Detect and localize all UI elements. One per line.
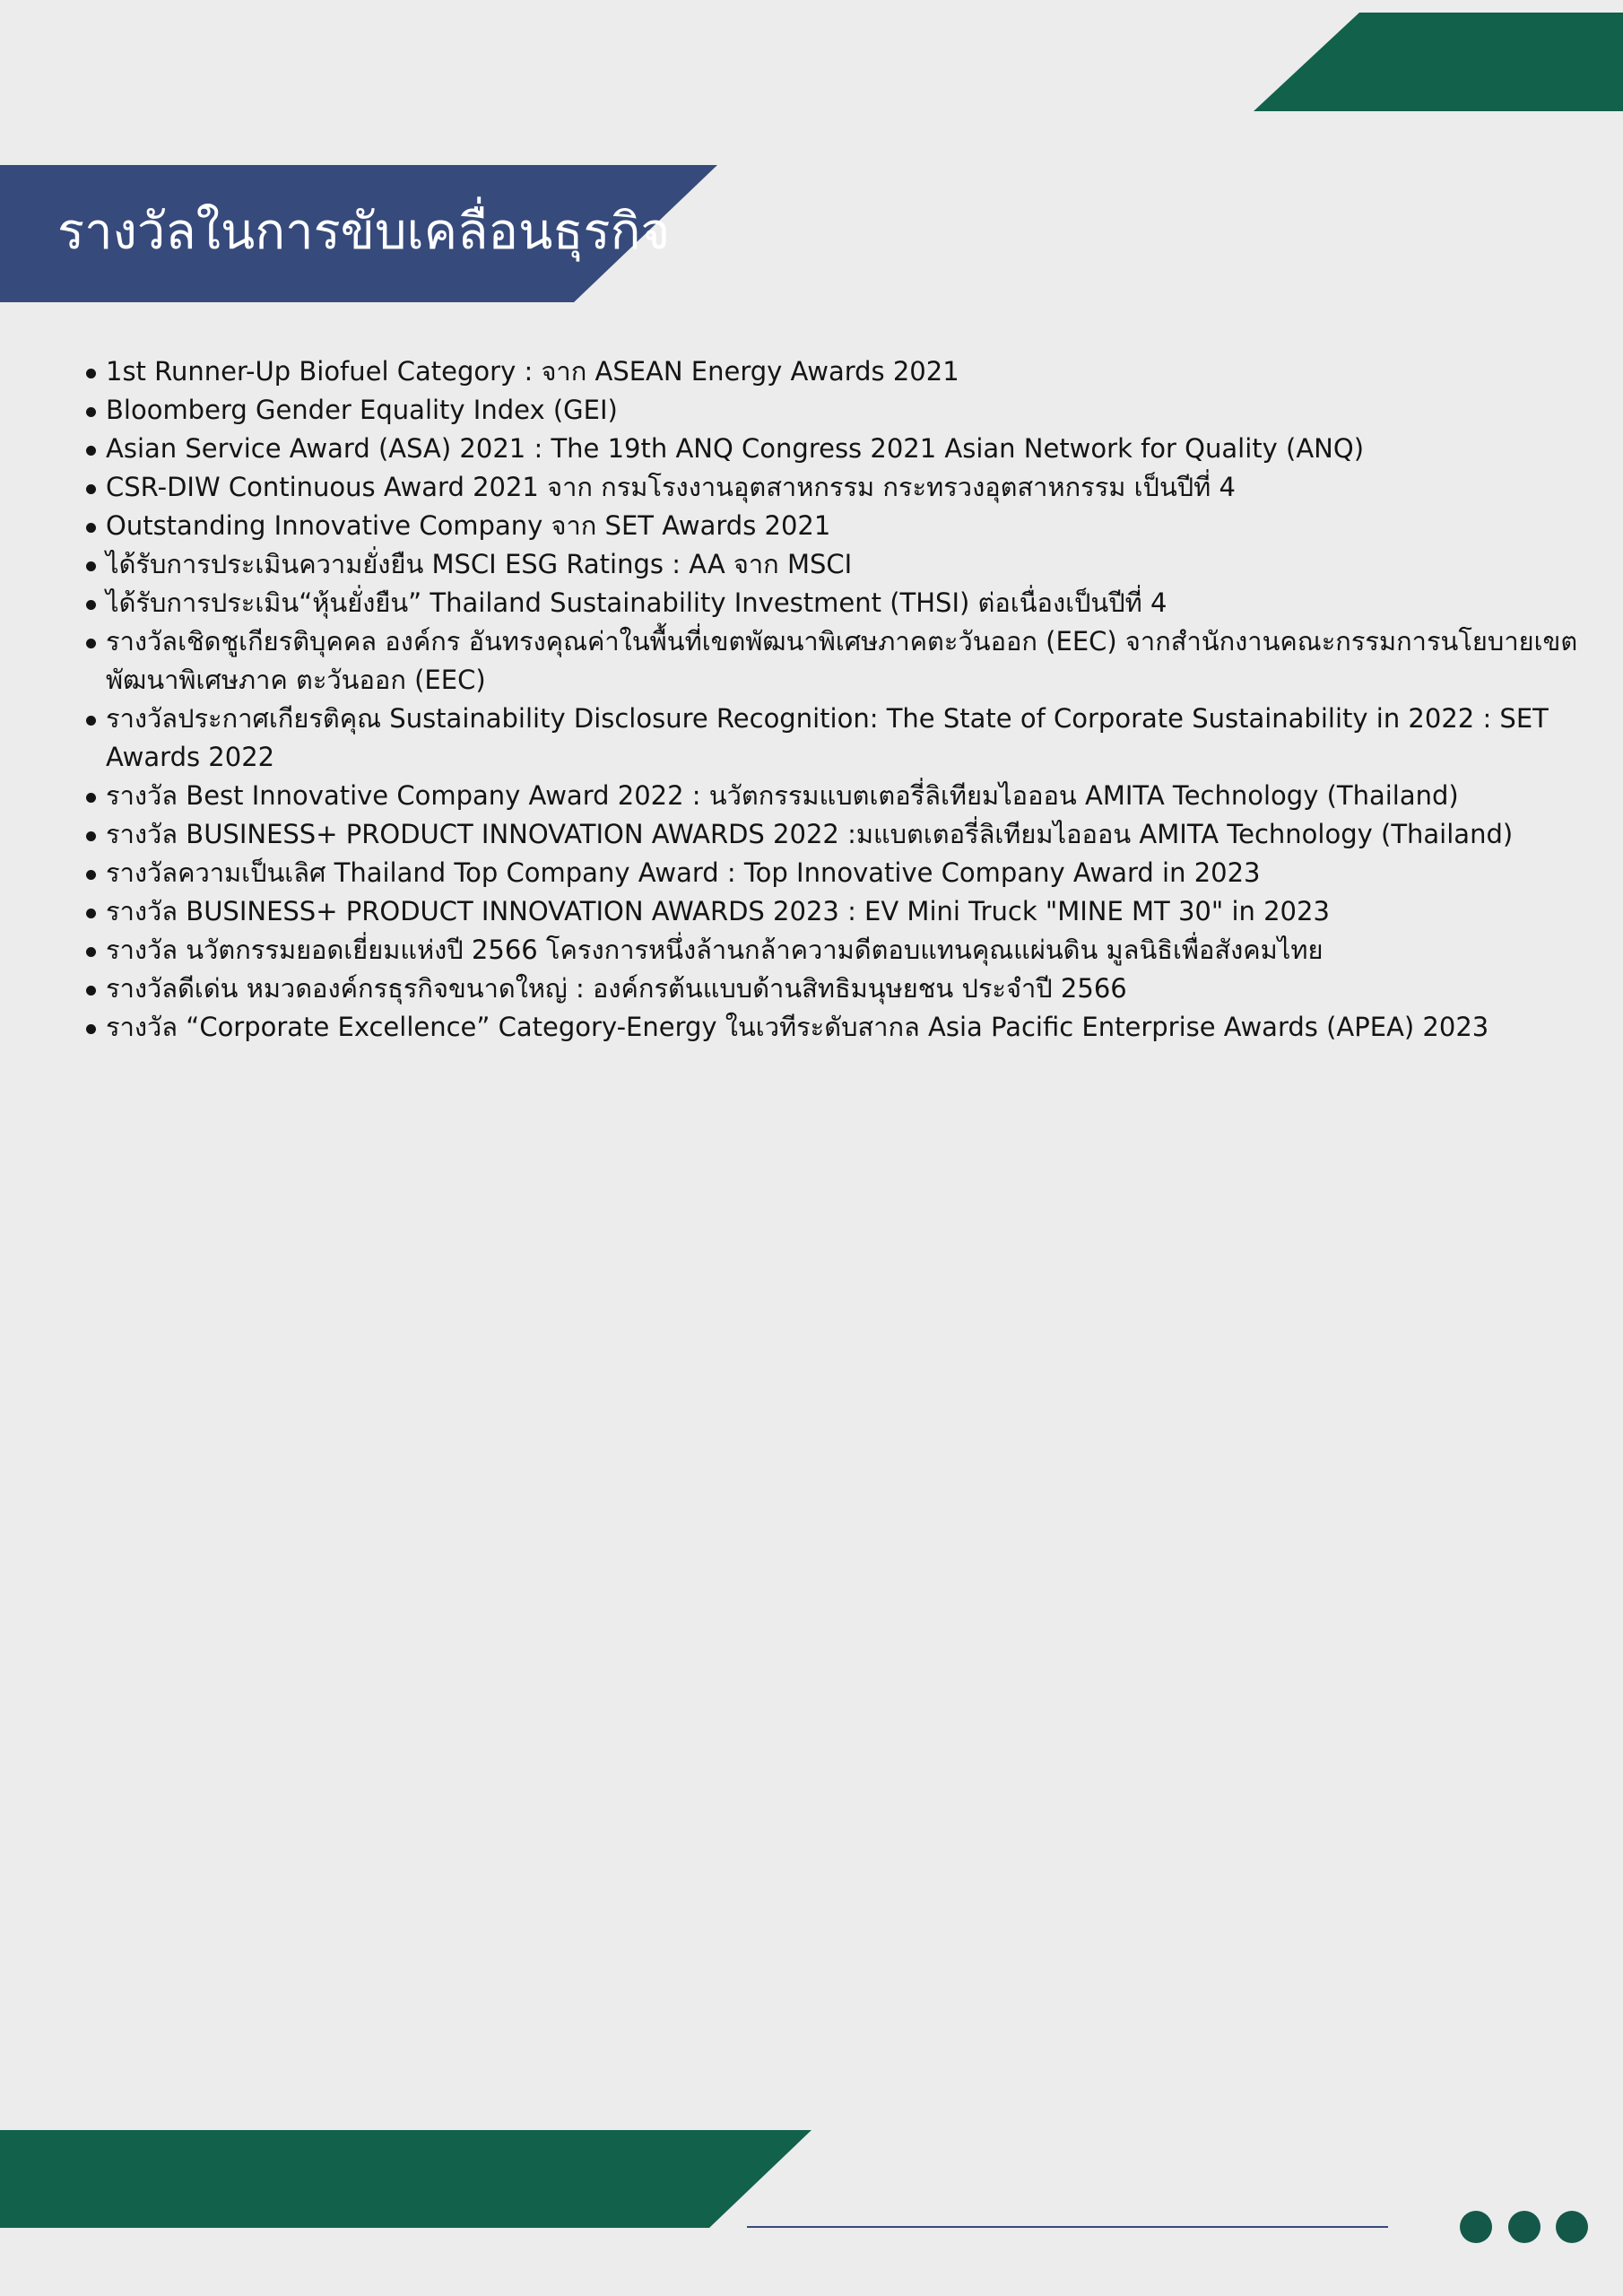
awards-list [79,352,1614,1047]
award-item: รางวัล นวัตกรรมยอดเยี่ยมแห่งปี 2566 โครงการหนึ่งล้านกล้าความดีตอบแทนคุณแผ่นดิน มูลนิธิเพื่อสังคมไทย [106,931,1614,970]
award-item: Outstanding Innovative Company จาก SET Awards 2021 [106,507,1614,545]
award-item: Bloomberg Gender Equality Index (GEI) [106,391,1614,430]
award-item: รางวัล Best Innovative Company Award 2022 : นวัตกรรมแบตเตอรี่ลิเทียมไอออน AMITA Technology (Thailand) [106,777,1614,815]
top-right-corner-shape [1254,13,1623,111]
footer-dot-icon [1508,2211,1541,2243]
award-item: ได้รับการประเมินความยั่งยืน MSCI ESG Ratings : AA จาก MSCI [106,545,1614,584]
footer-dot-icon [1460,2211,1492,2243]
award-item: Asian Service Award (ASA) 2021 : The 19th ANQ Congress 2021 Asian Network for Quality (ANQ) [106,430,1614,468]
award-item: 1st Runner-Up Biofuel Category : จาก ASEAN Energy Awards 2021 [106,352,1614,391]
footer-green-band [0,2130,812,2228]
award-item: รางวัลความเป็นเลิศ Thailand Top Company Award : Top Innovative Company Award in 2023 [106,854,1614,892]
award-item: รางวัล BUSINESS+ PRODUCT INNOVATION AWARDS 2023 : EV Mini Truck "MINE MT 30" in 2023 [106,892,1614,931]
footer-divider-line [747,2226,1388,2228]
award-item: ได้รับการประเมิน“หุ้นยั่งยืน” Thailand Sustainability Investment (THSI) ต่อเนื่องเป็นปีที่ 4 [106,584,1614,622]
footer-dot-icon [1556,2211,1588,2243]
award-item: รางวัล BUSINESS+ PRODUCT INNOVATION AWARDS 2022 :มแบตเตอรี่ลิเทียมไอออน AMITA Technology (Thailand) [106,815,1614,854]
award-item: รางวัล “Corporate Excellence” Category-Energy ในเวทีระดับสากล Asia Pacific Enterprise Awards (APEA) 2023 [106,1008,1614,1047]
award-item: รางวัลเชิดชูเกียรติบุคคล องค์กร อันทรงคุณค่าในพื้นที่เขตพัฒนาพิเศษภาคตะวันออก (EEC) จากสำนักงานคณะกรรมการนโยบายเขตพัฒนาพิเศษภาค ตะวันออก (EEC) [106,622,1614,700]
award-item: รางวัลดีเด่น หมวดองค์กรธุรกิจขนาดใหญ่ : องค์กรต้นแบบด้านสิทธิมนุษยชน ประจำปี 2566 [106,970,1614,1008]
award-item: CSR-DIW Continuous Award 2021 จาก กรมโรงงานอุตสาหกรรม กระทรวงอุตสาหกรรม เป็นปีที่ 4 [106,468,1614,507]
award-item: รางวัลประกาศเกียรติคุณ Sustainability Disclosure Recognition: The State of Corporate Sustainability in 2022 : SET Awards 2022 [106,700,1614,777]
page-title: รางวัลในการขับเคลื่อนธุรกิจ [57,203,671,261]
